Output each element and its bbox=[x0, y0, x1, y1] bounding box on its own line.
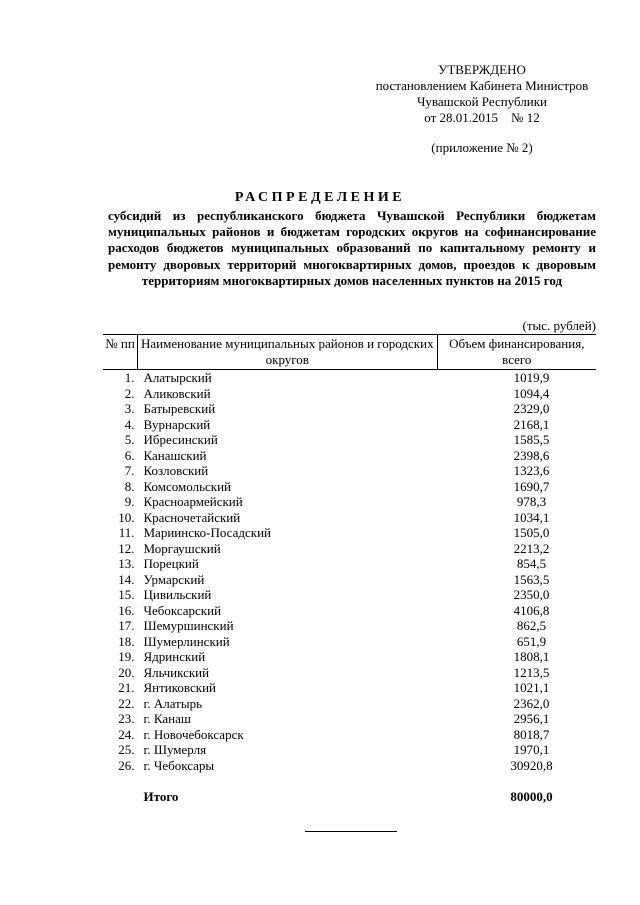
row-number: 17. bbox=[118, 618, 135, 633]
row-number: 19. bbox=[118, 649, 135, 664]
row-number: 7. bbox=[124, 463, 135, 478]
row-name: г. Шумерля bbox=[143, 742, 207, 757]
row-number: 4. bbox=[124, 416, 135, 432]
row-number: 13. bbox=[118, 556, 135, 571]
row-amount: 8018,7 bbox=[513, 726, 550, 742]
approval-issuer: постановлением Кабинета Министров bbox=[375, 78, 589, 93]
row-name: г. Новочебоксарск bbox=[143, 726, 244, 742]
table-header-row bbox=[103, 335, 596, 370]
table-row bbox=[103, 417, 596, 433]
row-number: 22. bbox=[118, 695, 135, 711]
row-number: 6. bbox=[124, 447, 135, 463]
row-number: 9. bbox=[124, 494, 135, 509]
row-amount: 1970,1 bbox=[513, 742, 550, 757]
table-body bbox=[103, 370, 596, 805]
table-row bbox=[103, 525, 596, 541]
row-amount: 2329,0 bbox=[513, 401, 550, 416]
row-number: 5. bbox=[124, 432, 135, 447]
table-row bbox=[103, 448, 596, 464]
total-row bbox=[103, 773, 596, 805]
row-amount: 1563,5 bbox=[513, 571, 550, 587]
table-row bbox=[103, 587, 596, 603]
row-number: 18. bbox=[118, 633, 135, 649]
table-row bbox=[103, 696, 596, 712]
row-amount: 1690,7 bbox=[513, 478, 550, 494]
row-name: Красночетайский bbox=[143, 509, 241, 525]
row-name: Урмарский bbox=[143, 571, 205, 587]
unit-note: (тыс. рублей) bbox=[522, 318, 596, 333]
row-amount: 4106,8 bbox=[513, 602, 550, 618]
table-row bbox=[103, 572, 596, 588]
total-label: Итого bbox=[143, 789, 179, 804]
row-number: 25. bbox=[118, 742, 135, 757]
row-number: 8. bbox=[124, 478, 135, 494]
approval-date-number: от 28.01.2015 № 12 bbox=[424, 110, 540, 125]
header-number: № пп bbox=[105, 336, 135, 351]
row-number: 2. bbox=[124, 385, 135, 401]
row-amount: 1585,5 bbox=[513, 432, 550, 447]
row-name: Аликовский bbox=[143, 385, 211, 401]
row-amount: 1021,1 bbox=[513, 680, 550, 695]
row-amount: 1034,1 bbox=[513, 509, 550, 525]
row-number: 23. bbox=[118, 711, 135, 726]
row-number: 15. bbox=[118, 587, 135, 602]
row-number: 3. bbox=[124, 401, 135, 416]
row-number: 11. bbox=[118, 525, 135, 540]
table-row bbox=[103, 742, 596, 758]
approval-heading: УТВЕРЖДЕНО bbox=[438, 62, 526, 77]
row-number: 10. bbox=[118, 509, 135, 525]
table-row bbox=[103, 479, 596, 495]
table-row bbox=[103, 603, 596, 619]
table-row bbox=[103, 634, 596, 650]
row-name: Алатырский bbox=[143, 370, 212, 385]
row-name: Яльчикский bbox=[143, 664, 210, 680]
row-amount: 978,3 bbox=[516, 494, 547, 509]
total-amount: 80000,0 bbox=[510, 789, 553, 804]
approval-republic: Чувашской Республики bbox=[416, 94, 548, 109]
row-name: г. Чебоксары bbox=[143, 757, 215, 773]
row-number: 12. bbox=[118, 540, 135, 556]
row-amount: 862,5 bbox=[516, 618, 547, 633]
subtitle-text: субсидий из республиканского бюджета Чувашской Республики бюджетам муниципальных районов и бюджетам городских округов на софинансирование расходов бюджетов муниципальных образований по капитальному ремонту и ремонту дворовых территорий многоквартирных домов, проездов к дворовым территориям многоквартирных домов населенных пунктов на 2015 год bbox=[108, 208, 596, 288]
row-amount: 1094,4 bbox=[513, 385, 550, 401]
total-number-cell bbox=[103, 773, 138, 805]
attachment-note: (приложение № 2) bbox=[431, 140, 533, 155]
row-name: Батыревский bbox=[143, 401, 216, 416]
table-row bbox=[103, 401, 596, 417]
table-row bbox=[103, 386, 596, 402]
row-amount: 2168,1 bbox=[513, 416, 550, 432]
row-name: Ибресинский bbox=[143, 432, 218, 447]
row-number: 1. bbox=[124, 370, 135, 385]
row-amount: 1019,9 bbox=[513, 370, 550, 385]
row-name: Козловский bbox=[143, 463, 209, 478]
table-row bbox=[103, 463, 596, 479]
table-row bbox=[103, 556, 596, 572]
row-amount: 1213,5 bbox=[513, 664, 550, 680]
row-name: Янтиковский bbox=[143, 680, 216, 695]
header-amount: Объем финансирования, всего bbox=[449, 336, 585, 367]
row-name: Цивильский bbox=[143, 587, 212, 602]
header-name: Наименование муниципальных районов и городских округов bbox=[138, 335, 438, 370]
table-row bbox=[103, 541, 596, 557]
table-row bbox=[103, 727, 596, 743]
row-amount: 1808,1 bbox=[513, 649, 550, 664]
document-subtitle bbox=[108, 208, 596, 289]
document-title: РАСПРЕДЕЛЕНИЕ bbox=[234, 190, 406, 205]
row-name: Красноармейский bbox=[143, 494, 243, 509]
row-amount: 1323,6 bbox=[513, 463, 550, 478]
row-amount: 854,5 bbox=[516, 556, 547, 571]
row-name: Вурнарский bbox=[143, 416, 211, 432]
row-name: Мариинско-Посадский bbox=[143, 525, 271, 540]
table-row bbox=[103, 494, 596, 510]
row-amount: 30920,8 bbox=[510, 757, 553, 773]
table-row bbox=[103, 432, 596, 448]
row-number: 26. bbox=[118, 757, 135, 773]
row-amount: 1505,0 bbox=[513, 525, 550, 540]
approval-block bbox=[352, 62, 612, 156]
table-row bbox=[103, 649, 596, 665]
row-name: г. Алатырь bbox=[143, 695, 203, 711]
row-name: Канашский bbox=[143, 447, 207, 463]
table-row bbox=[103, 758, 596, 774]
row-number: 24. bbox=[118, 726, 135, 742]
table-row bbox=[103, 618, 596, 634]
row-number: 21. bbox=[118, 680, 135, 695]
row-name: Чебоксарский bbox=[143, 602, 222, 618]
row-number: 16. bbox=[118, 602, 135, 618]
row-name: Ядринский bbox=[143, 649, 206, 664]
row-amount: 2398,6 bbox=[513, 447, 550, 463]
row-amount: 2956,1 bbox=[513, 711, 550, 726]
row-number: 14. bbox=[118, 571, 135, 587]
table-row bbox=[103, 370, 596, 386]
table-row bbox=[103, 711, 596, 727]
row-name: Порецкий bbox=[143, 556, 199, 571]
row-number: 20. bbox=[118, 664, 135, 680]
row-amount: 2213,2 bbox=[513, 540, 550, 556]
row-amount: 2350,0 bbox=[513, 587, 550, 602]
row-amount: 651,9 bbox=[516, 633, 547, 649]
table-row bbox=[103, 665, 596, 681]
table-row bbox=[103, 680, 596, 696]
distribution-table bbox=[103, 334, 596, 805]
row-name: Комсомольский bbox=[143, 478, 231, 494]
row-name: г. Канаш bbox=[143, 711, 191, 726]
footer-divider bbox=[305, 831, 397, 832]
row-amount: 2362,0 bbox=[513, 695, 550, 711]
table-row bbox=[103, 510, 596, 526]
row-name: Шемуршинский bbox=[143, 618, 234, 633]
row-name: Шумерлинский bbox=[143, 633, 230, 649]
row-name: Моргаушский bbox=[143, 540, 221, 556]
